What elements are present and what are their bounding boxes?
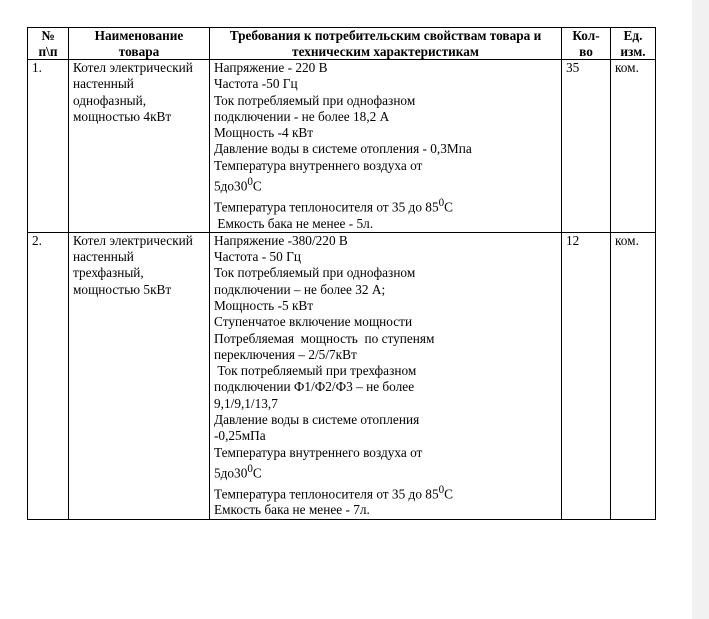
req-line: Температура внутреннего воздуха от [214, 157, 423, 173]
degree-mark: 0 [247, 462, 253, 475]
req-line: подключении - не более 18,2 А [214, 108, 390, 124]
req-line: Напряжение - 220 В [214, 60, 328, 75]
req-line: Напряжение -380/220 В [214, 232, 348, 248]
row-unit: ком. [611, 232, 656, 519]
req-line: 9,1/9,1/13,7 [214, 395, 278, 411]
req-line-temp-range [214, 461, 557, 482]
header-name: Наименование товара [69, 28, 210, 60]
req-line: Емкость бака не менее - 5л. [214, 215, 374, 231]
row-num: 1. [28, 60, 69, 233]
req-text: 5до30 [214, 465, 248, 481]
row-requirements [210, 232, 562, 519]
row-num: 2. [28, 232, 69, 519]
row-qty: 12 [562, 232, 611, 519]
header-requirements: Требования к потребительским свойствам товара и техническим характеристикам [210, 28, 562, 60]
req-text: Температура теплоносителя от 35 до 85 [214, 199, 439, 215]
req-line: -0,25мПа [214, 428, 266, 444]
req-text: Температура теплоносителя от 35 до 85 [214, 486, 439, 502]
req-line: Частота -50 Гц [214, 76, 298, 92]
row-name: Котел электрический настенный трехфазный, мощностью 5кВт [69, 232, 210, 519]
req-line-coolant-temp [214, 482, 557, 503]
req-line: Давление воды в системе отопления - 0,3Мпа [214, 141, 472, 157]
specification-table [27, 27, 656, 520]
degree-mark: 0 [438, 196, 445, 209]
req-line: переключения – 2/5/7кВт [214, 346, 357, 362]
req-line: Емкость бака не менее - 7л. [214, 502, 370, 518]
row-requirements [210, 60, 562, 233]
degree-mark: 0 [438, 483, 445, 496]
req-line: Ток потребляемый при однофазном [214, 92, 416, 108]
degree-mark: 0 [247, 176, 253, 189]
req-line-temp-range [214, 174, 557, 195]
table-row [28, 60, 656, 233]
req-line: Температура внутреннего воздуха от [214, 444, 423, 460]
req-line: Мощность -5 кВт [214, 298, 314, 313]
req-line: Мощность -4 кВт [214, 125, 314, 141]
unit-celsius: С [444, 199, 454, 215]
req-line: Ток потребляемый при однофазном [214, 265, 416, 281]
unit-celsius: С [252, 178, 262, 194]
header-qty: Кол-во [562, 28, 611, 60]
unit-celsius: С [252, 465, 262, 481]
req-line: подключении – не более 32 А; [214, 281, 386, 297]
req-line: Потребляемая мощность по ступеням [214, 330, 435, 346]
req-line: Частота - 50 Гц [214, 249, 301, 265]
scrollbar-gutter[interactable] [692, 0, 709, 619]
row-qty: 35 [562, 60, 611, 233]
row-name: Котел электрический настенный однофазный, мощностью 4кВт [69, 60, 210, 233]
header-row [28, 28, 656, 60]
row-unit: ком. [611, 60, 656, 233]
req-line: Ступенчатое включение мощности [214, 314, 413, 330]
req-text: 5до30 [214, 178, 248, 194]
req-line: подключении Ф1/Ф2/Ф3 – не более [214, 379, 415, 395]
req-line-coolant-temp [214, 195, 557, 216]
header-unit: Ед. изм. [611, 28, 656, 60]
req-line: Давление воды в системе отопления [214, 412, 420, 428]
unit-celsius: С [444, 486, 454, 502]
header-num: № п\п [28, 28, 69, 60]
table-row [28, 232, 656, 519]
req-line: Ток потребляемый при трехфазном [214, 363, 417, 379]
